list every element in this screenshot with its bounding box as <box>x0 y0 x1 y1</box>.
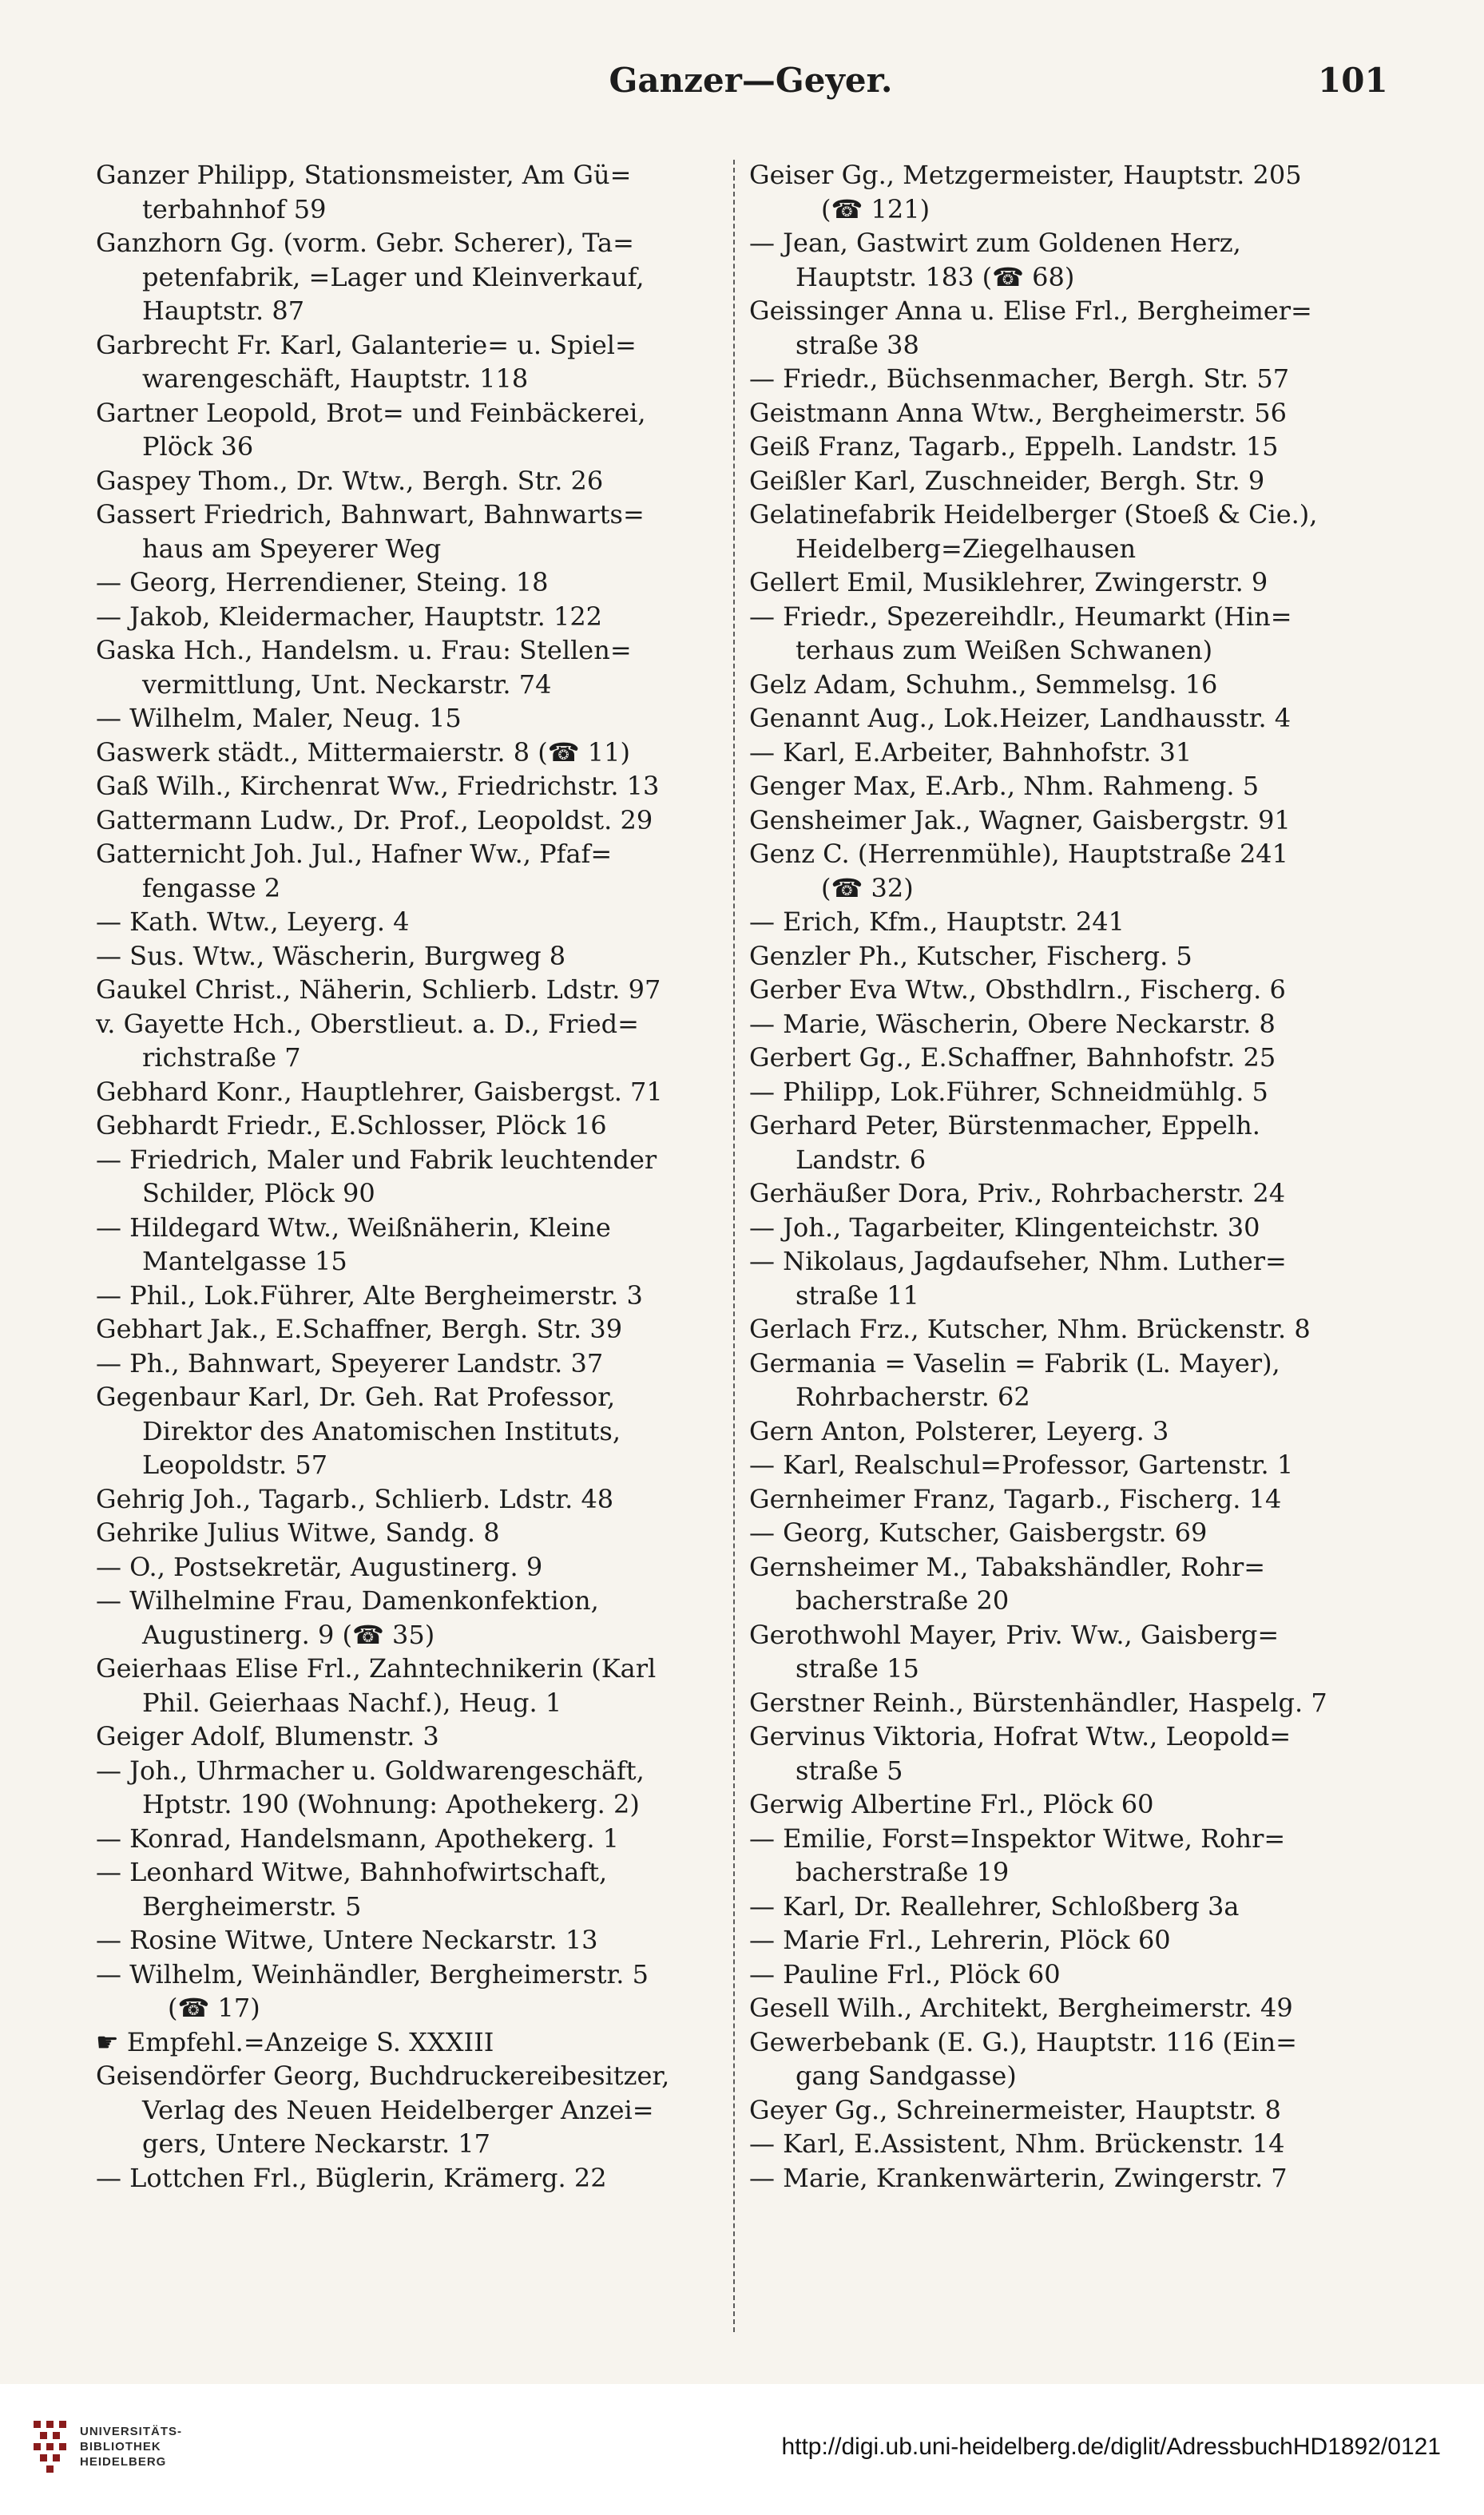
directory-entry-line: Gerlach Frz., Kutscher, Nhm. Brückenstr. 8 <box>749 1314 1311 1344</box>
directory-entry-line: Gervinus Viktoria, Hofrat Wtw., Leopold= <box>749 1721 1292 1751</box>
directory-entry-line: Gebhart Jak., E.Schaffner, Bergh. Str. 39 <box>96 1314 623 1344</box>
directory-entry-line: — Georg, Kutscher, Gaisbergstr. 69 <box>749 1517 1208 1548</box>
directory-entry-line: straße 11 <box>796 1279 919 1311</box>
directory-entry-line: Mantelgasse 15 <box>142 1246 347 1276</box>
directory-entry-line: Gebhard Konr., Hauptlehrer, Gaisbergst. 71 <box>96 1076 663 1107</box>
directory-entry-line: straße 38 <box>796 329 919 360</box>
directory-entry-line: — Marie Frl., Lehrerin, Plöck 60 <box>749 1925 1171 1955</box>
directory-entry-line: — Karl, E.Arbeiter, Bahnhofstr. 31 <box>749 736 1192 768</box>
directory-entry-line: Gehrike Julius Witwe, Sandg. 8 <box>96 1517 500 1548</box>
directory-entry-line: richstraße 7 <box>142 1042 301 1073</box>
column-divider <box>733 160 735 2332</box>
directory-entry-line: Phil. Geierhaas Nachf.), Heug. 1 <box>142 1687 562 1718</box>
directory-entry-line: — Karl, E.Assistent, Nhm. Brückenstr. 14 <box>749 2128 1285 2159</box>
directory-entry-line: (☎ 32) <box>821 872 914 903</box>
directory-entry-line: Gerothwohl Mayer, Priv. Ww., Gaisberg= <box>749 1619 1280 1650</box>
directory-entry-line: — Emilie, Forst=Inspektor Witwe, Rohr= <box>749 1823 1286 1854</box>
directory-entry-line: Gerbert Gg., E.Schaffner, Bahnhofstr. 25 <box>749 1042 1276 1073</box>
right-column <box>749 158 1382 2195</box>
directory-entry-line: straße 15 <box>796 1653 919 1684</box>
directory-entry-line: Gerhard Peter, Bürstenmacher, Eppelh. <box>749 1110 1260 1140</box>
page-title: Ganzer—Geyer. <box>609 61 893 100</box>
directory-entry-line: — Georg, Herrendiener, Steing. 18 <box>96 567 549 597</box>
directory-entry-line: — Phil., Lok.Führer, Alte Bergheimerstr. 3 <box>96 1279 643 1311</box>
directory-entry-line: Geierhaas Elise Frl., Zahntechnikerin (Karl <box>96 1653 657 1684</box>
footer <box>0 2384 1484 2515</box>
source-url-link[interactable]: http://digi.ub.uni-heidelberg.de/diglit/AdressbuchHD1892/0121 <box>781 2434 1441 2460</box>
directory-entry-line: Schilder, Plöck 90 <box>142 1178 375 1208</box>
directory-entry-line: petenfabrik, =Lager und Kleinverkauf, <box>142 261 645 292</box>
directory-entry-line: Gaspey Thom., Dr. Wtw., Bergh. Str. 26 <box>96 465 604 496</box>
directory-entry-line: Gaß Wilh., Kirchenrat Ww., Friedrichstr. 13 <box>96 771 660 801</box>
library-name-line: BIBLIOTHEK <box>80 2440 161 2454</box>
directory-entry-line: — Marie, Wäscherin, Obere Neckarstr. 8 <box>749 1008 1276 1039</box>
directory-entry-line: Gewerbebank (E. G.), Hauptstr. 116 (Ein= <box>749 2026 1297 2057</box>
library-name-line: HEIDELBERG <box>80 2455 167 2469</box>
directory-entry-line: — Wilhelm, Maler, Neug. 15 <box>96 703 462 733</box>
directory-entry-line: — Nikolaus, Jagdaufseher, Nhm. Luther= <box>749 1246 1287 1276</box>
directory-entry-line: Gensheimer Jak., Wagner, Gaisbergstr. 91 <box>749 804 1291 835</box>
directory-entry-line: — Hildegard Wtw., Weißnäherin, Kleine <box>96 1212 611 1243</box>
directory-entry-line: Geiß Franz, Tagarb., Eppelh. Landstr. 15 <box>749 431 1279 462</box>
directory-entry-line: — Wilhelm, Weinhändler, Bergheimerstr. 5 <box>96 1958 649 1989</box>
directory-entry-line: Verlag des Neuen Heidelberger Anzei= <box>142 2094 654 2125</box>
directory-entry-line: Landstr. 6 <box>796 1144 927 1175</box>
directory-entry-line: — Rosine Witwe, Untere Neckarstr. 13 <box>96 1925 598 1955</box>
directory-entry-line: fengasse 2 <box>142 872 281 903</box>
directory-entry-line: straße 5 <box>796 1755 903 1786</box>
directory-entry-line: Geistmann Anna Wtw., Bergheimerstr. 56 <box>749 397 1287 428</box>
left-column <box>96 158 728 2195</box>
directory-entry-line: Direktor des Anatomischen Instituts, <box>142 1415 621 1446</box>
directory-entry-line: Gernsheimer M., Tabakshändler, Rohr= <box>749 1551 1266 1582</box>
directory-entry-line: Gassert Friedrich, Bahnwart, Bahnwarts= <box>96 499 645 530</box>
directory-entry-line: Augustinerg. 9 (☎ 35) <box>142 1619 435 1650</box>
directory-entry-line: Gatternicht Joh. Jul., Hafner Ww., Pfaf= <box>96 839 613 869</box>
directory-entry-line: — Jean, Gastwirt zum Goldenen Herz, <box>749 228 1241 258</box>
directory-entry-line: Geissinger Anna u. Elise Frl., Bergheimer= <box>749 296 1312 326</box>
directory-entry-line: vermittlung, Unt. Neckarstr. 74 <box>142 668 552 700</box>
directory-entry-line: — Karl, Dr. Reallehrer, Schloßberg 3a <box>749 1890 1240 1922</box>
directory-entry-line: (☎ 17) <box>168 1993 260 2023</box>
directory-entry-line: Gattermann Ludw., Dr. Prof., Leopoldst. 29 <box>96 804 653 835</box>
directory-entry-line: — Konrad, Handelsmann, Apothekerg. 1 <box>96 1823 620 1854</box>
directory-entry-line: Geyer Gg., Schreinermeister, Hauptstr. 8 <box>749 2094 1281 2125</box>
directory-entry-line: Geißler Karl, Zuschneider, Bergh. Str. 9 <box>749 465 1265 496</box>
directory-entry-line: Gaukel Christ., Näherin, Schlierb. Ldstr. 97 <box>96 974 661 1005</box>
directory-entry-line: Leopoldstr. 57 <box>142 1450 328 1480</box>
directory-entry-line: — Philipp, Lok.Führer, Schneidmühlg. 5 <box>749 1076 1268 1107</box>
directory-entry-line: Gerstner Reinh., Bürstenhändler, Haspelg. 7 <box>749 1687 1327 1718</box>
directory-entry-line: Germania = Vaselin = Fabrik (L. Mayer), <box>749 1347 1280 1378</box>
library-name-line: UNIVERSITÄTS- <box>80 2425 183 2438</box>
directory-entry-line: warengeschäft, Hauptstr. 118 <box>142 363 529 394</box>
directory-entry-line: — Sus. Wtw., Wäscherin, Burgweg 8 <box>96 940 566 971</box>
directory-entry-line: — Kath. Wtw., Leyerg. 4 <box>96 906 410 937</box>
directory-entry-line: Genzler Ph., Kutscher, Fischerg. 5 <box>749 940 1192 971</box>
directory-entry-line: Geisendörfer Georg, Buchdruckereibesitzer, <box>96 2061 670 2091</box>
directory-entry-line: — Friedr., Spezereihdlr., Heumarkt (Hin= <box>749 601 1292 632</box>
directory-entry-line: — Friedr., Büchsenmacher, Bergh. Str. 57 <box>749 363 1290 394</box>
directory-entry-line: Geiger Adolf, Blumenstr. 3 <box>96 1721 439 1751</box>
directory-entry-line: Hauptstr. 87 <box>142 296 305 326</box>
directory-entry-line: Genz C. (Herrenmühle), Hauptstraße 241 <box>749 839 1289 869</box>
directory-entry-line: — Friedrich, Maler und Fabrik leuchtender <box>96 1144 657 1175</box>
directory-entry-line: bacherstraße 20 <box>796 1585 1010 1616</box>
directory-entry-line: gers, Untere Neckarstr. 17 <box>142 2128 491 2159</box>
directory-entry-line: Geiser Gg., Metzgermeister, Hauptstr. 205 <box>749 160 1302 190</box>
directory-entry-line: Ganzer Philipp, Stationsmeister, Am Gü= <box>96 160 632 190</box>
directory-entry-line: Gern Anton, Polsterer, Leyerg. 3 <box>749 1415 1169 1446</box>
directory-entry-line: — Wilhelmine Frau, Damenkonfektion, <box>96 1585 599 1616</box>
directory-entry-line: terbahnhof 59 <box>142 193 327 224</box>
directory-entry-line: Plöck 36 <box>142 431 254 462</box>
directory-entry-line: — Marie, Krankenwärterin, Zwingerstr. 7 <box>749 2162 1288 2193</box>
directory-entry-line: Gerhäußer Dora, Priv., Rohrbacherstr. 24 <box>749 1178 1286 1208</box>
directory-entry-line: Ganzhorn Gg. (vorm. Gebr. Scherer), Ta= <box>96 228 634 258</box>
directory-entry-line: Genannt Aug., Lok.Heizer, Landhausstr. 4 <box>749 703 1292 733</box>
directory-entry-line: (☎ 121) <box>821 193 930 224</box>
directory-entry-line: Gelz Adam, Schuhm., Semmelsg. 16 <box>749 668 1218 700</box>
directory-entry-line: — Karl, Realschul=Professor, Gartenstr. 1 <box>749 1450 1294 1480</box>
directory-entry-line: Rohrbacherstr. 62 <box>796 1382 1030 1412</box>
directory-entry-line: — Jakob, Kleidermacher, Hauptstr. 122 <box>96 601 603 632</box>
directory-entry-line: — Joh., Uhrmacher u. Goldwarengeschäft, <box>96 1755 645 1786</box>
directory-entry-line: — O., Postsekretär, Augustinerg. 9 <box>96 1551 543 1582</box>
directory-entry-line: Gaska Hch., Handelsm. u. Frau: Stellen= <box>96 635 632 665</box>
directory-entry-line: gang Sandgasse) <box>796 2061 1017 2091</box>
directory-entry-line: haus am Speyerer Weg <box>142 533 442 564</box>
directory-entry-line: — Erich, Kfm., Hauptstr. 241 <box>749 906 1125 937</box>
directory-entry-line: Heidelberg=Ziegelhausen <box>796 533 1137 564</box>
directory-entry-line: Gegenbaur Karl, Dr. Geh. Rat Professor, <box>96 1382 616 1412</box>
directory-entry-line: Hptstr. 190 (Wohnung: Apothekerg. 2) <box>142 1789 640 1819</box>
directory-entry-line: Gartner Leopold, Brot= und Feinbäckerei, <box>96 397 646 428</box>
directory-entry-line: ☛ Empfehl.=Anzeige S. XXXIII <box>96 2026 494 2057</box>
directory-entry-line: terhaus zum Weißen Schwanen) <box>796 635 1213 665</box>
page-number: 101 <box>1318 61 1388 100</box>
university-library-logo-icon <box>30 2416 73 2473</box>
directory-entry-line: Genger Max, E.Arb., Nhm. Rahmeng. 5 <box>749 771 1260 801</box>
directory-entry-line: Gehrig Joh., Tagarb., Schlierb. Ldstr. 48 <box>96 1483 614 1514</box>
directory-entry-line: Gellert Emil, Musiklehrer, Zwingerstr. 9 <box>749 567 1268 597</box>
directory-entry-line: Gerwig Albertine Frl., Plöck 60 <box>749 1789 1154 1819</box>
directory-entry-line: v. Gayette Hch., Oberstlieut. a. D., Fried= <box>96 1008 639 1039</box>
directory-entry-line: Garbrecht Fr. Karl, Galanterie= u. Spiel= <box>96 329 637 360</box>
library-name <box>80 2424 182 2469</box>
directory-entry-line: Bergheimerstr. 5 <box>142 1890 362 1922</box>
directory-entry-line: — Leonhard Witwe, Bahnhofwirtschaft, <box>96 1857 608 1887</box>
directory-entry-line: Hauptstr. 183 (☎ 68) <box>796 261 1075 292</box>
directory-entry-line: Gelatinefabrik Heidelberger (Stoeß & Cie.), <box>749 499 1318 530</box>
directory-entry-line: — Pauline Frl., Plöck 60 <box>749 1958 1061 1989</box>
directory-entry-line: Gernheimer Franz, Tagarb., Fischerg. 14 <box>749 1483 1282 1514</box>
directory-entry-line: — Ph., Bahnwart, Speyerer Landstr. 37 <box>96 1347 604 1378</box>
directory-entry-line: bacherstraße 19 <box>796 1857 1010 1887</box>
directory-entry-line: Gerber Eva Wtw., Obsthdlrn., Fischerg. 6 <box>749 974 1286 1005</box>
directory-entry-line: — Joh., Tagarbeiter, Klingenteichstr. 30 <box>749 1212 1260 1243</box>
directory-entry-line: Gesell Wilh., Architekt, Bergheimerstr. 49 <box>749 1993 1293 2023</box>
directory-entry-line: — Lottchen Frl., Büglerin, Krämerg. 22 <box>96 2162 607 2193</box>
directory-entry-line: Gaswerk städt., Mittermaierstr. 8 (☎ 11) <box>96 736 630 768</box>
directory-entry-line: Gebhardt Friedr., E.Schlosser, Plöck 16 <box>96 1110 607 1140</box>
